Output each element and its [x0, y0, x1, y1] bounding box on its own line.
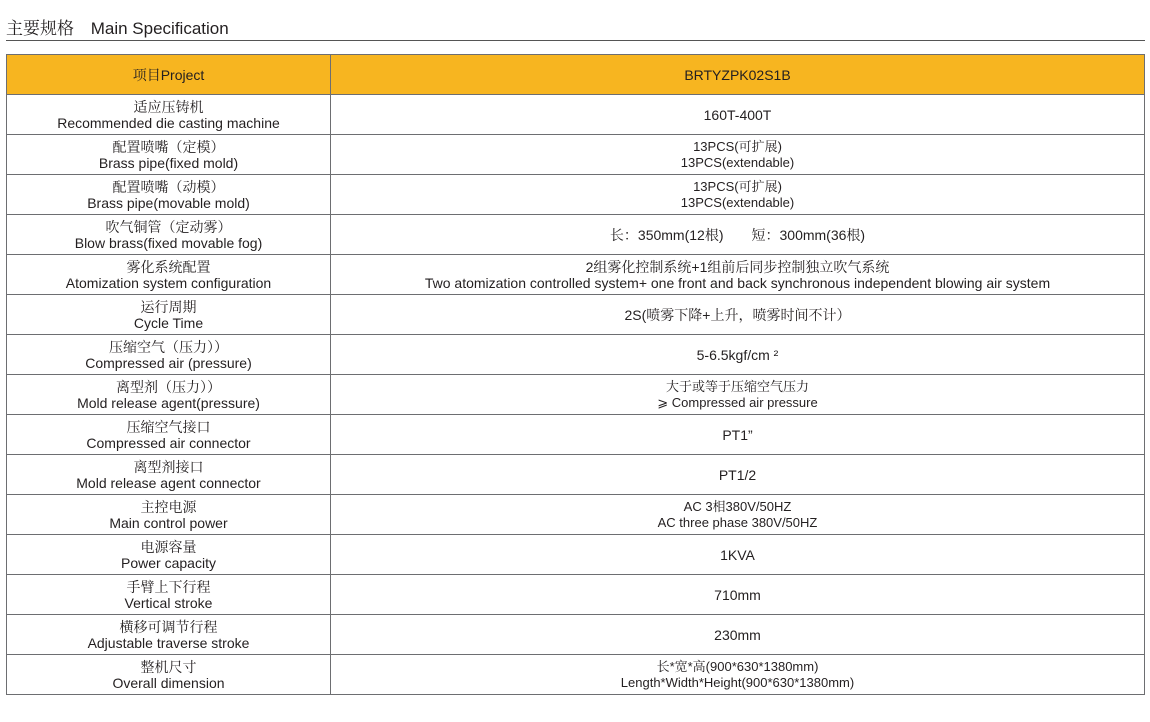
label-en: Cycle Time [133, 314, 204, 331]
label-zh: 电源容量 [140, 538, 197, 555]
row-value [331, 335, 1145, 375]
row-value [331, 375, 1145, 415]
label-en: Mold release agent connector [76, 474, 261, 491]
row-value [331, 455, 1145, 495]
table-row [7, 655, 1145, 695]
spec-table [6, 54, 1145, 695]
value-text: 2S(喷雾下降+上升，喷雾时间不计） [624, 306, 851, 323]
table-row [7, 535, 1145, 575]
value-short: 短：300mm(36根) [751, 226, 866, 243]
label-en: Power capacity [121, 554, 216, 571]
table-row [7, 135, 1145, 175]
value-line2: 13PCS(extendable) [680, 194, 795, 210]
row-value [331, 535, 1145, 575]
label-en: Adjustable traverse stroke [87, 634, 250, 651]
row-label [7, 495, 331, 535]
heading-divider [6, 40, 1145, 41]
label-zh: 吹气铜管（定动雾） [105, 218, 232, 235]
heading-en: Main Specification [90, 19, 229, 38]
value-text: 160T-400T [703, 106, 772, 123]
value-line1: 长*宽*高(900*630*1380mm) [656, 658, 819, 674]
value-line1: 13PCS(可扩展) [693, 138, 782, 154]
value-text: 5-6.5kgf/cm ² [696, 346, 779, 363]
row-value [331, 615, 1145, 655]
row-label [7, 175, 331, 215]
label-en: Main control power [109, 514, 228, 531]
header-model: BRTYZPK02S1B [331, 55, 1145, 95]
label-en: Compressed air (pressure) [85, 354, 252, 371]
value-line1: AC 3相380V/50HZ [683, 498, 792, 514]
row-label [7, 335, 331, 375]
table-row [7, 255, 1145, 295]
label-en: Atomization system configuration [65, 274, 272, 291]
label-en: Brass pipe(fixed mold) [98, 154, 239, 171]
row-value [331, 495, 1145, 535]
table-row [7, 215, 1145, 255]
row-label [7, 615, 331, 655]
value-text: 1KVA [720, 546, 755, 563]
label-zh: 适应压铸机 [133, 98, 204, 115]
value-line1: 大于或等于压缩空气压力 [665, 378, 809, 394]
label-zh: 离型剂接口 [133, 458, 204, 475]
value-line2: ⩾ Compressed air pressure [657, 394, 818, 410]
label-zh: 离型剂（压力）） [116, 378, 221, 395]
label-en: Recommended die casting machine [57, 114, 280, 131]
value-line2: Length*Width*Height(900*630*1380mm) [620, 674, 855, 690]
heading-zh: 主要规格 [6, 19, 74, 38]
row-label [7, 295, 331, 335]
row-label [7, 455, 331, 495]
row-label [7, 415, 331, 455]
table-row [7, 375, 1145, 415]
page-heading [6, 14, 229, 39]
value-line2: 13PCS(extendable) [680, 154, 795, 170]
value-text: PT1” [722, 426, 753, 443]
table-row [7, 95, 1145, 135]
row-value [331, 415, 1145, 455]
value-long: 长：350mm(12根) [609, 226, 724, 243]
label-zh: 整机尺寸 [140, 658, 197, 675]
value-line1: 13PCS(可扩展) [693, 178, 782, 194]
label-en: Vertical stroke [124, 594, 213, 611]
label-zh: 压缩空气（压力）） [109, 338, 228, 355]
label-zh: 运行周期 [140, 298, 197, 315]
row-label [7, 575, 331, 615]
value-text: PT1/2 [718, 466, 757, 483]
row-value [331, 255, 1145, 295]
table-row [7, 175, 1145, 215]
table-row [7, 415, 1145, 455]
value-line2: Two atomization controlled system+ one front and back synchronous independent blowing air system [424, 274, 1051, 291]
row-label [7, 375, 331, 415]
row-label [7, 215, 331, 255]
row-value [331, 135, 1145, 175]
row-label [7, 135, 331, 175]
label-en: Compressed air connector [86, 434, 251, 451]
row-value [331, 655, 1145, 695]
row-label [7, 535, 331, 575]
label-en: Mold release agent(pressure) [77, 394, 260, 411]
label-en: Blow brass(fixed movable fog) [74, 234, 263, 251]
label-zh: 配置喷嘴（定模） [112, 138, 225, 155]
label-zh: 横移可调节行程 [119, 618, 218, 635]
table-row [7, 575, 1145, 615]
row-label [7, 95, 331, 135]
table-row [7, 615, 1145, 655]
label-zh: 雾化系统配置 [126, 258, 211, 275]
table-row [7, 495, 1145, 535]
row-value [331, 175, 1145, 215]
row-label [7, 655, 331, 695]
table-row [7, 295, 1145, 335]
table-row [7, 335, 1145, 375]
label-zh: 配置喷嘴（动模） [112, 178, 225, 195]
row-value [331, 215, 1145, 255]
row-value [331, 95, 1145, 135]
label-zh: 压缩空气接口 [126, 418, 211, 435]
value-text: 230mm [714, 626, 761, 643]
table-header-row [7, 55, 1145, 95]
table-row [7, 455, 1145, 495]
label-en: Overall dimension [112, 674, 225, 691]
label-zh: 主控电源 [140, 498, 197, 515]
row-value [331, 575, 1145, 615]
row-label [7, 255, 331, 295]
label-en: Brass pipe(movable mold) [87, 194, 250, 211]
label-zh: 手臂上下行程 [126, 578, 211, 595]
value-text: 710mm [714, 586, 761, 603]
row-value [331, 295, 1145, 335]
header-project: 项目Project [7, 55, 331, 95]
value-line2: AC three phase 380V/50HZ [657, 514, 818, 530]
value-line1: 2组雾化控制系统+1组前后同步控制独立吹气系统 [585, 258, 890, 275]
